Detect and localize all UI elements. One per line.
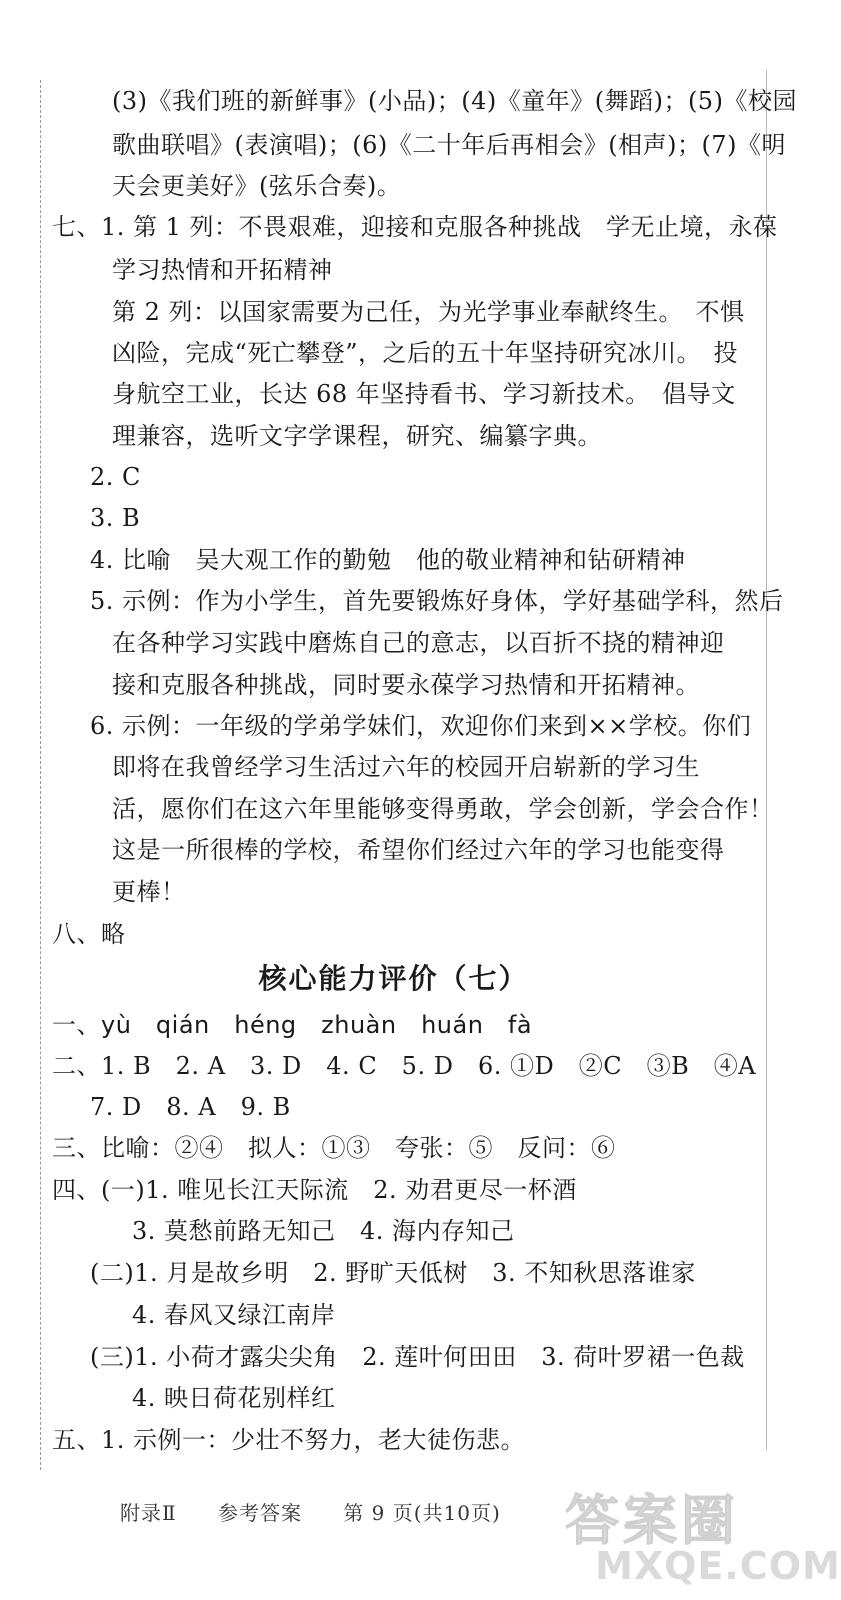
section-heading: 核心能力评价（七） [258, 962, 529, 995]
footer-page: 第 9 页(共10页) [343, 1501, 501, 1525]
part4-line-1: 四、(一)1. 唯见长江天际流 2. 劝君更尽一杯酒 [52, 1176, 577, 1204]
intro-line-2: 歌曲联唱》(表演唱)；(6)《二十年后再相会》(相声)；(7)《明 [112, 131, 786, 159]
part4-line-5: (三)1. 小荷才露尖尖角 2. 莲叶何田田 3. 荷叶罗裙一色裁 [90, 1343, 745, 1371]
part3: 三、比喻：②④ 拟人：①③ 夸张：⑤ 反问：⑥ [52, 1134, 616, 1162]
q7-1-line-1: 七、1. 第 1 列：不畏艰难，迎接和克服各种挑战 学无止境，永葆 [52, 213, 778, 241]
q8: 八、略 [52, 920, 126, 948]
q7-1-line-3: 第 2 列：以国家需要为己任，为光学事业奉献终生。 不惧 [112, 298, 745, 326]
part2-line-1: 二、1. B 2. A 3. D 4. C 5. D 6. ①D ②C ③B ④A [52, 1052, 757, 1080]
part4-line-2: 3. 莫愁前路无知己 4. 海内存知己 [132, 1217, 515, 1245]
q7-1-line-6: 理兼容，选听文字学课程，研究、编纂字典。 [112, 422, 602, 450]
part1-pinyin: 一、yù qián héng zhuàn huán fà [52, 1011, 533, 1039]
q7-2: 2. C [90, 463, 141, 491]
q7-6-line-4: 这是一所很棒的学校，希望你们经过六年的学习也能变得 [112, 836, 725, 864]
q7-6-line-5: 更棒！ [112, 878, 186, 906]
q7-1-line-5: 身航空工业，长达 68 年坚持看书、学习新技术。 倡导文 [112, 380, 736, 408]
part2-line-2: 7. D 8. A 9. B [90, 1093, 291, 1121]
q7-6-line-1: 6. 示例：一年级的学弟学妹们，欢迎你们来到××学校。你们 [90, 712, 752, 740]
right-margin-line [766, 70, 767, 1450]
footer-appendix: 附录Ⅱ [120, 1501, 177, 1525]
watermark-logo [555, 1478, 841, 1593]
q7-1-line-2: 学习热情和开拓精神 [112, 256, 333, 284]
footer-answers: 参考答案 [217, 1501, 302, 1525]
part5: 五、1. 示例一：少壮不努力，老大徒伤悲。 [52, 1426, 526, 1454]
part4-line-6: 4. 映日荷花别样红 [132, 1384, 336, 1412]
intro-line-1: (3)《我们班的新鲜事》(小品)；(4)《童年》(舞蹈)；(5)《校园 [112, 87, 797, 115]
page-footer [120, 1500, 535, 1526]
intro-line-3: 天会更美好》(弦乐合奏)。 [112, 172, 402, 200]
q7-5-line-1: 5. 示例：作为小学生，首先要锻炼好身体，学好基础学科，然后 [90, 587, 784, 615]
q7-1-line-4: 凶险，完成“死亡攀登”，之后的五十年坚持研究冰川。 投 [112, 339, 739, 367]
q7-6-line-2: 即将在我曾经学习生活过六年的校园开启崭新的学习生 [112, 753, 700, 781]
q7-5-line-2: 在各种学习实践中磨炼自己的意志，以百折不挠的精神迎 [112, 629, 725, 657]
watermark-domain: MXQE.COM [595, 1544, 841, 1588]
q7-5-line-3: 接和克服各种挑战，同时要永葆学习热情和开拓精神。 [112, 671, 700, 699]
part4-line-4: 4. 春风又绿江南岸 [132, 1301, 336, 1329]
q7-6-line-3: 活，愿你们在这六年里能够变得勇敢，学会创新，学会合作！ [112, 795, 774, 823]
q7-4: 4. 比喻 吴大观工作的勤勉 他的敬业精神和钻研精神 [90, 546, 686, 574]
watermark-text: 答案圈 [565, 1489, 739, 1552]
part4-line-3: (二)1. 月是故乡明 2. 野旷天低树 3. 不知秋思落谁家 [90, 1259, 696, 1287]
q7-3: 3. B [90, 504, 141, 532]
binding-dashed-line [40, 80, 41, 1470]
